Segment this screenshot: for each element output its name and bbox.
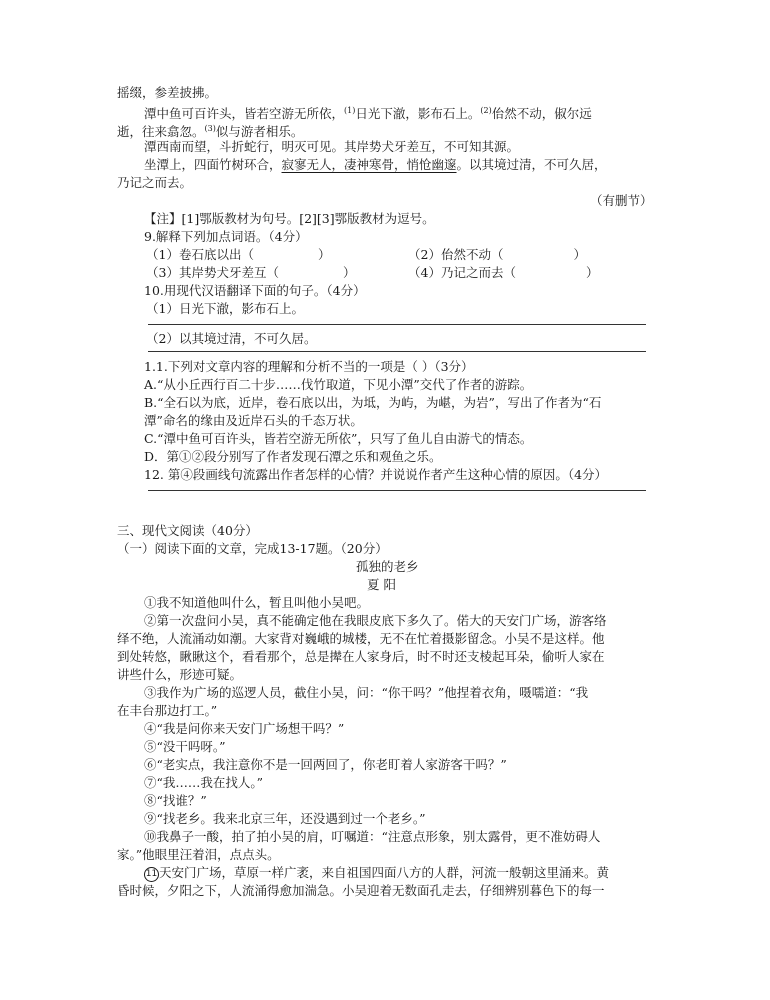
- story-paragraph-1: ①我不知道他叫什么，暂且叫他小吴吧。: [144, 595, 370, 610]
- passage-line: 乃记之而去。: [117, 175, 193, 190]
- item-text: （4）乃记之而去（: [408, 265, 516, 280]
- story-line: 家。”他眼里汪着泪，点点头。: [117, 847, 280, 862]
- story-paragraph-9: ⑨“找老乡。我来北京三年，还没遇到过一个老乡。”: [144, 811, 426, 826]
- story-paragraph-11: [144, 864, 609, 882]
- question-11-option-b-cont: 潭”命名的缘由及近岸石头的千态万状。: [144, 413, 363, 428]
- question-11-stem: 1.1.下列对文章内容的理解和分析不当的一项是（ ）（3分）: [144, 359, 474, 374]
- question-11-option-a: A.“从小丘西行百二十步……伐竹取道，下见小潭”交代了作者的游踪。: [144, 377, 533, 392]
- story-paragraph-8: ⑧“找谁？”: [144, 793, 207, 808]
- answer-line[interactable]: [148, 490, 646, 491]
- story-paragraph-6: ⑥“老实点，我注意你不是一回两回了，你老盯着人家游客干吗？”: [144, 757, 507, 772]
- question-10-sentence-2: （2）以其境过清，不可久居。: [146, 331, 317, 346]
- question-10-sentence-1: （1）日光下澈，影布石上。: [146, 301, 304, 316]
- question-10-stem: 10.用现代汉语翻译下面的句子。（4分）: [144, 283, 366, 298]
- footnote-marker: (1): [344, 106, 356, 115]
- article-author: 夏 阳: [367, 577, 396, 592]
- question-11-option-b: B.“全石以为底，近岸，卷石底以出，为坻，为屿，为嵁，为岩”，写出了作者为“石: [144, 395, 602, 410]
- story-paragraph-4: ④“我是问你来天安门广场想干吗？”: [144, 721, 345, 736]
- footnote-marker: (2): [480, 106, 492, 115]
- story-line: 在丰台那边打工。”: [117, 703, 218, 718]
- passage-text: 潭中鱼可百许头，皆若空游无所依，: [144, 106, 345, 122]
- section-subtitle: （一）阅读下面的文章，完成13-17题。（20分）: [117, 541, 388, 556]
- section-title: 三、现代文阅读（40分）: [117, 523, 258, 538]
- story-line: 昏时候，夕阳之下，人流涌得愈加湍急。小吴迎着无数面孔走去，仔细辨别暮色下的每一: [117, 883, 605, 898]
- bracket: ）: [317, 247, 331, 262]
- bracket: ）: [342, 265, 356, 280]
- story-paragraph-10: ⑩我鼻子一酸，拍了拍小吴的肩，叮嘱道：“注意点形象，别太露骨，更不准妨碍人: [144, 829, 601, 844]
- question-9-item-2: [408, 246, 586, 264]
- question-9-item-3: [146, 264, 355, 282]
- bracket: ）: [585, 265, 599, 280]
- translation-note: 【注】[1]鄂版教材为句号。[2][3]鄂版教材为逗号。: [144, 211, 435, 226]
- answer-line[interactable]: [148, 324, 646, 325]
- story-paragraph-7: ⑦“我……我在找人。”: [144, 775, 264, 790]
- abridged-note: （有删节）: [590, 193, 653, 208]
- story-paragraph-2: ②第一次盘问小吴，真不能确定他在我眼皮底下多久了。偌大的天安门广场，游客络: [144, 613, 607, 628]
- passage-text: 日光下澈，影布石上。: [355, 106, 481, 122]
- passage-text: 。以其境过清，不可久居，: [456, 157, 607, 172]
- question-11-option-d: D．第①②段分别写了作者发现石潭之乐和观鱼之乐。: [144, 449, 442, 464]
- story-line: 讲些什么，形迹可疑。: [117, 667, 243, 682]
- passage-paragraph-4: [144, 156, 607, 174]
- passage-text: 佁然不动，俶尔远: [491, 106, 592, 122]
- story-text: 天安门广场，草原一样广袤，来自祖国四面八方的人群，河流一般朝这里涌来。黄: [159, 865, 610, 880]
- passage-text: 似与游者相乐。: [215, 124, 304, 140]
- story-line: 绎不绝，人流涌动如潮。大家背对巍峨的城楼，无不在忙着摄影留念。小吴不是这样。他: [117, 631, 605, 646]
- passage-text: 逝，往来翕忽。: [117, 124, 205, 140]
- item-text: （3）其岸势犬牙差互（: [146, 265, 279, 280]
- question-12-stem: 12. 第④段画线句流露出作者怎样的心情？并说说作者产生这种心情的原因。（4分）: [144, 467, 608, 482]
- answer-line[interactable]: [148, 351, 646, 352]
- question-11-option-c: C.“潭中鱼可百许头，皆若空游无所依”，只写了鱼儿自由游弋的情态。: [144, 431, 533, 446]
- question-9-stem: 9.解释下列加点词语。（4分）: [144, 229, 308, 244]
- bracket: ）: [573, 247, 586, 262]
- passage-line: 摇缀，参差披拂。: [117, 85, 218, 100]
- underlined-sentence: 寂寥无人，凄神寒骨，悄怆幽邃: [281, 157, 457, 172]
- story-line: 到处转悠，瞅瞅这个，看看那个，总是撵在人家身后，时不时还支棱起耳朵，偷听人家在: [117, 649, 605, 664]
- story-paragraph-5: ⑤“没干吗呀。”: [144, 739, 226, 754]
- question-9-item-1: [146, 246, 330, 264]
- story-paragraph-3: ③我作为广场的巡逻人员，截住小吴，问：“你干吗？”他捏着衣角，嗫嚅道：“我: [144, 685, 589, 700]
- paragraph-number-circle: 11: [144, 867, 159, 882]
- passage-paragraph-3: 潭西南而望，斗折蛇行，明灭可见。其岸势犬牙差互，不可知其源。: [144, 139, 520, 154]
- passage-text: 坐潭上，四面竹树环合，: [144, 157, 282, 172]
- question-9-item-4: [408, 264, 598, 282]
- article-title: 孤独的老乡: [356, 559, 419, 574]
- item-text: （2）佁然不动（: [408, 247, 504, 262]
- item-text: （1）卷石底以出（: [146, 247, 254, 262]
- footnote-marker: (3): [204, 124, 216, 133]
